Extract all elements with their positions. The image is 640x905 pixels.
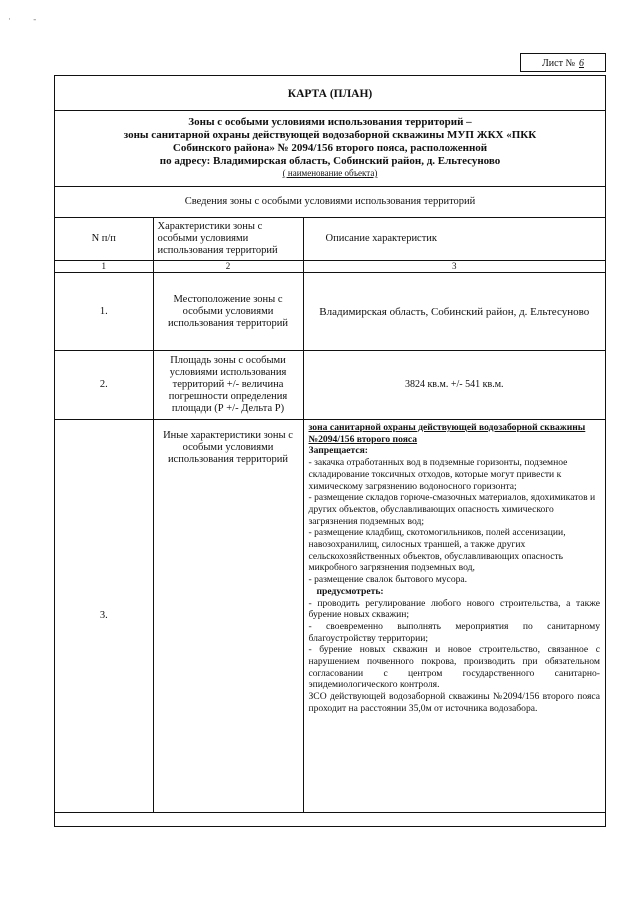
column-number: 3	[303, 261, 605, 273]
document-title: КАРТА (ПЛАН)	[55, 76, 605, 111]
zone-distance-note: ЗСО действующей водозаборной скважины №2094/156 второго пояса проходит на расстоянии 35,0м от источника водозабора.	[308, 691, 600, 714]
row-description	[303, 420, 605, 813]
prohibited-item: - размещение кладбищ, скотомогильников, полей ассенизации, навозохранилищ, силосных траншей, а также других сельскохозяйственных объектов, обуславливающих опасность микробного загрязнения подземных вод,	[308, 527, 566, 574]
row-number: 3.	[55, 420, 153, 813]
row-number: 2.	[55, 351, 153, 420]
column-number-row	[55, 261, 605, 273]
zone-heading: зона санитарной охраны действующей водозаборной скважины №2094/156 второго пояса	[308, 422, 586, 445]
characteristics-table	[55, 218, 605, 813]
header-characteristic: Характеристики зоны с особыми условиями использования территорий	[153, 218, 303, 261]
row-characteristic: Местоположение зоны с особыми условиями использования территорий	[153, 273, 303, 351]
zone-title-line: зоны санитарной охраны действующей водозаборной скважины МУП ЖКХ «ПКК	[123, 129, 537, 141]
header-description: Описание характеристик	[303, 218, 605, 261]
prohibited-label: Запрещается:	[308, 445, 368, 457]
provide-item: - бурение новых скважин и новое строительство, связанное с нарушением почвенного покрова, производить при обязательном согласовании с центром государственного санитарно-эпидемиологического контроля.	[308, 644, 600, 691]
prohibited-item: - размещение складов горюче-смазочных материалов, ядохимикатов и других объектов, обуславливающих опасность химического загрязнения подземных вод;	[308, 492, 596, 527]
zone-title-line: Зоны с особыми условиями использования территорий –	[188, 116, 472, 128]
header-number: N п/п	[55, 218, 153, 261]
table-header-row	[55, 218, 605, 261]
column-number: 1	[55, 261, 153, 273]
column-number: 2	[153, 261, 303, 273]
document-frame	[54, 75, 606, 827]
sheet-number: 6	[578, 58, 584, 69]
zone-title-line: Собинского района» № 2094/156 второго пояса, расположенной	[172, 142, 488, 154]
scan-marks: · -	[8, 14, 47, 24]
provide-label: предусмотреть:	[316, 585, 384, 597]
provide-item: - своевременно выполнять мероприятия по санитарному благоустройству территории;	[308, 620, 600, 644]
row-characteristic: Площадь зоны с особыми условиями использования территорий +/- величина погрешности определения площади (Р +/- Дельта Р)	[153, 351, 303, 420]
row-description: 3824 кв.м. +/- 541 кв.м.	[303, 351, 605, 420]
sheet-number-box	[520, 53, 606, 72]
sheet-label: Лист №	[542, 58, 575, 69]
prohibited-item: - закачка отработанных вод в подземные горизонты, подземное складирование токсичных отходов, которые могут привести к химическому загрязнению водоносного горизонта;	[308, 457, 568, 492]
row-number: 1.	[55, 273, 153, 351]
table-row	[55, 420, 605, 813]
prohibited-item: - размещение свалок бытового мусора.	[308, 574, 468, 586]
row-characteristic: Иные характеристики зоны с особыми условиями использования территорий	[153, 420, 303, 813]
object-name-caption: ( наименование объекта)	[282, 168, 378, 178]
table-row	[55, 351, 605, 420]
zone-title-block	[55, 111, 605, 187]
row-description: Владимирская область, Собинский район, д. Ельтесуново	[303, 273, 605, 351]
info-heading: Сведения зоны с особыми условиями использования территорий	[55, 187, 605, 218]
zone-title-line: по адресу: Владимирская область, Собинский район, д. Ельтесуново	[159, 155, 501, 167]
table-row	[55, 273, 605, 351]
provide-item: - проводить регулирование любого нового строительства, а также бурение новых скважин;	[308, 597, 600, 621]
